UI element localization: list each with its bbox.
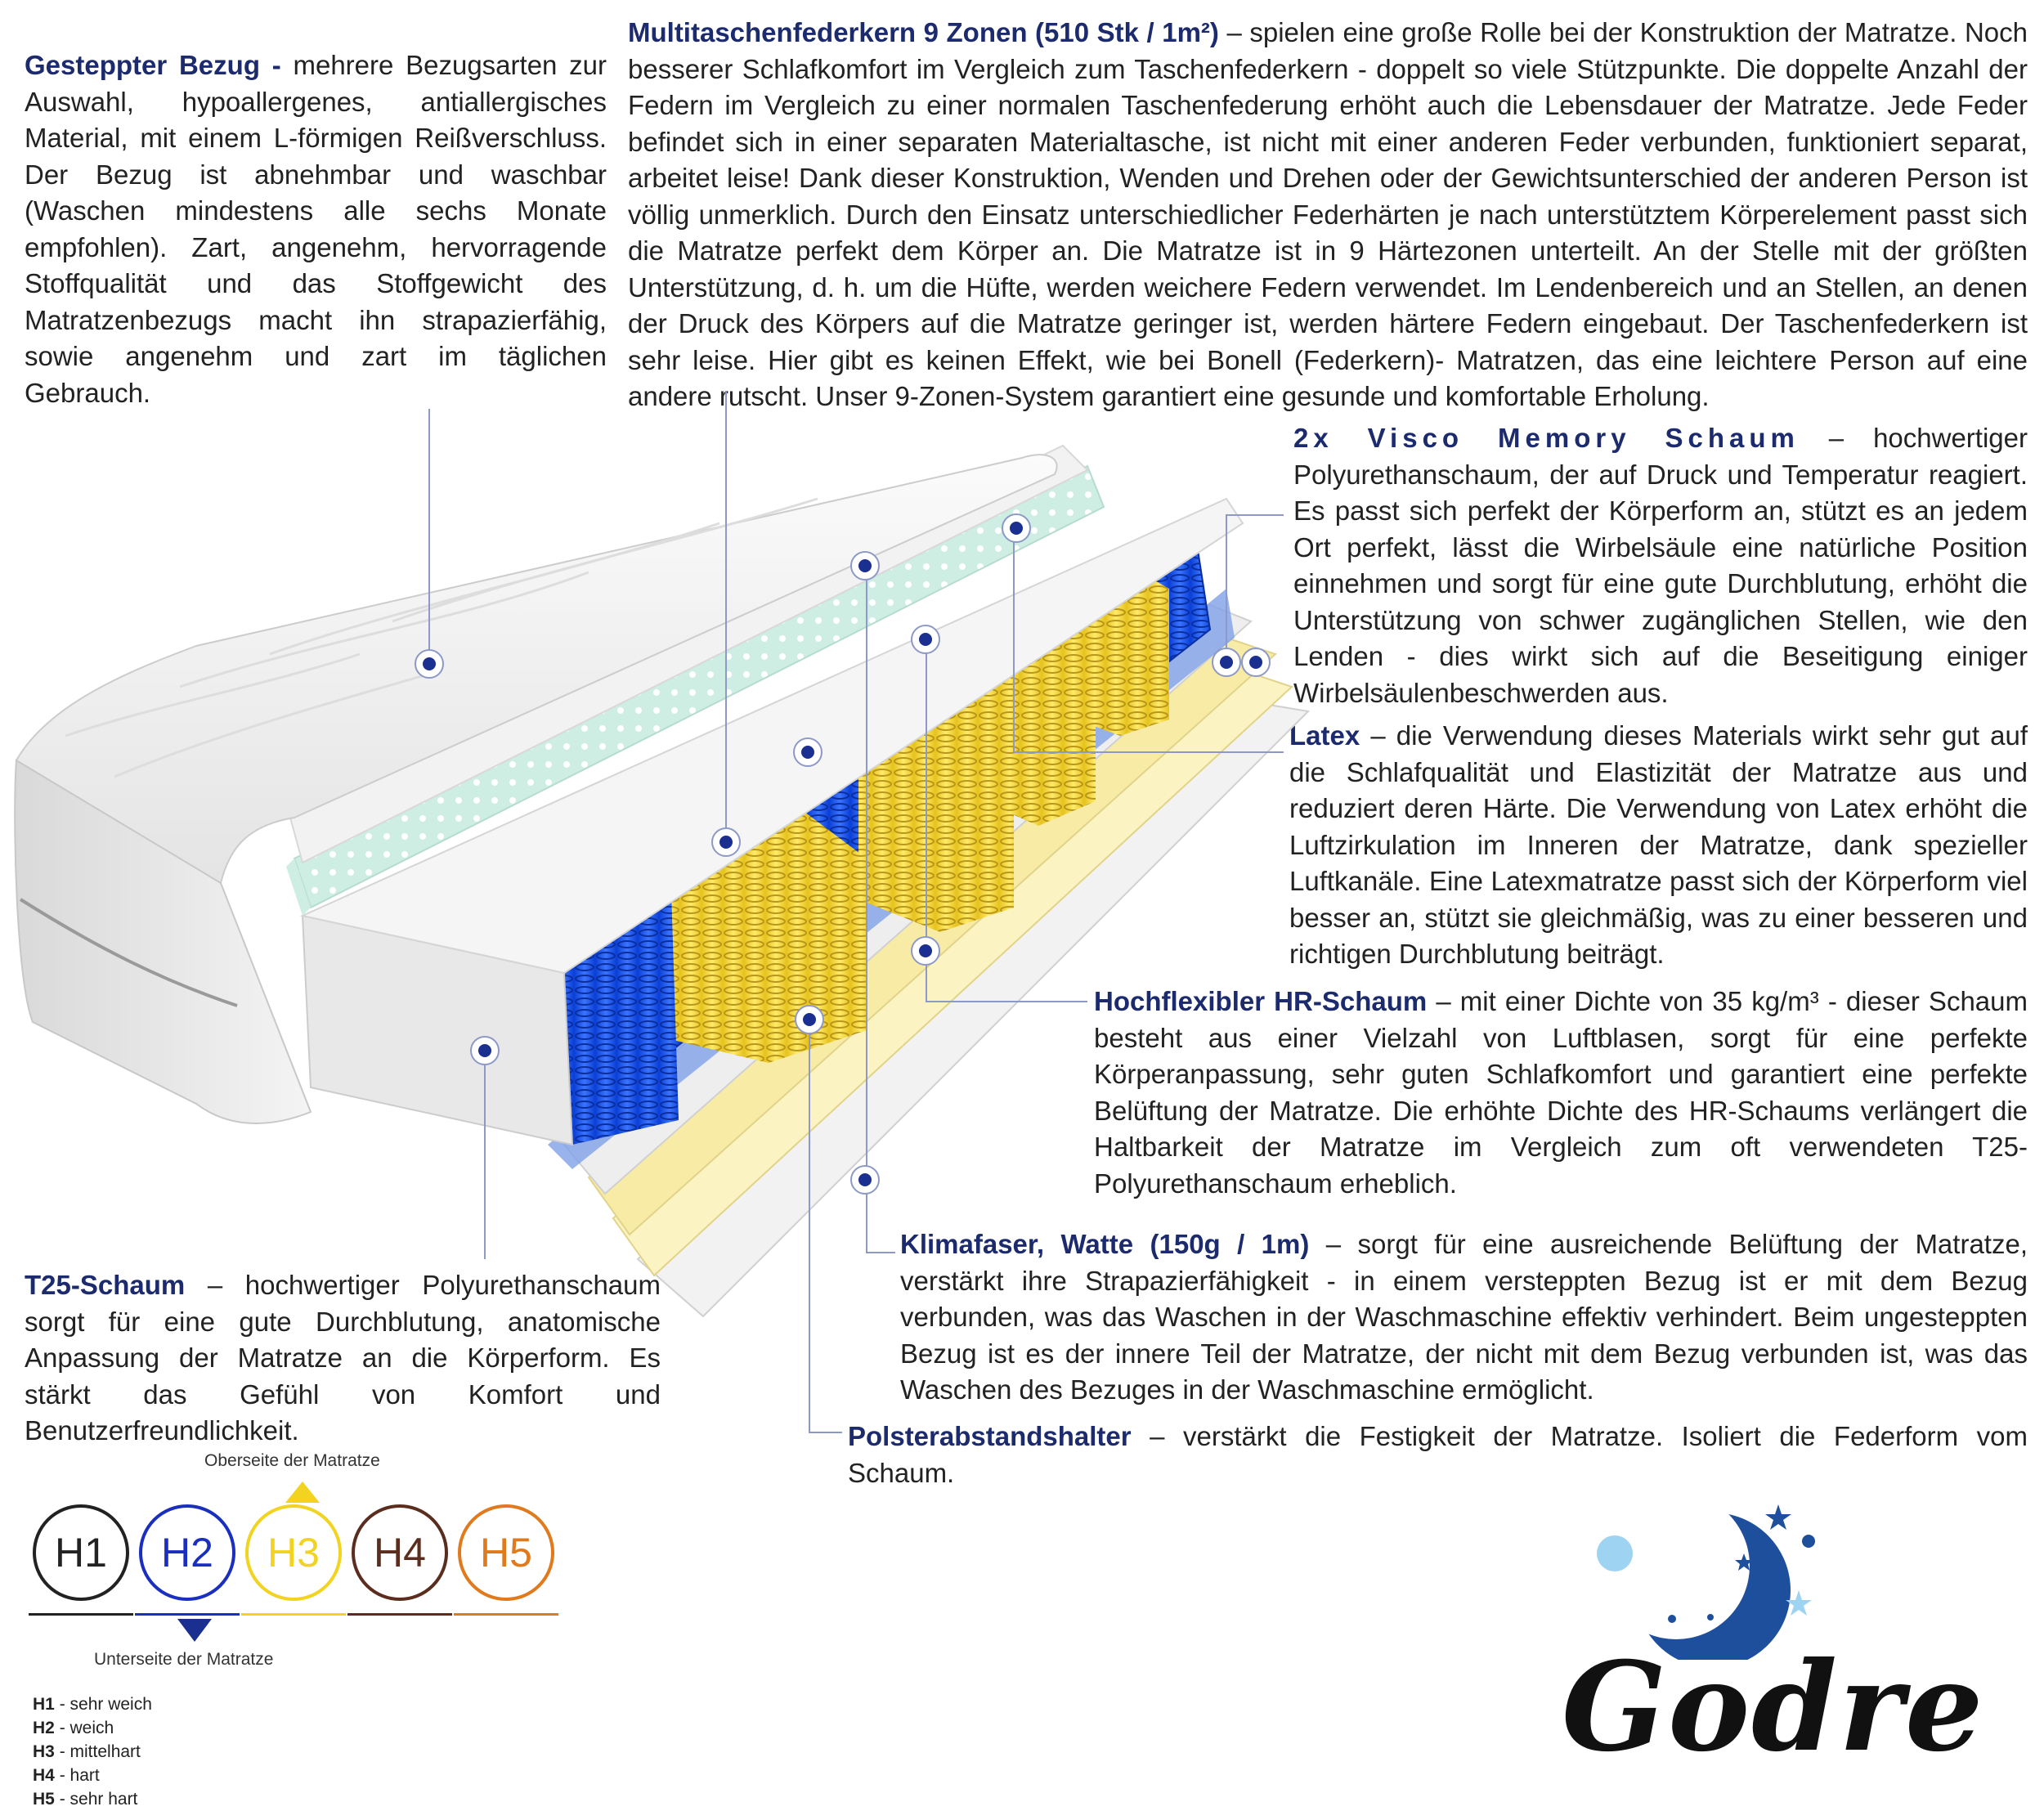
- hr-title: Hochflexibler HR-Schaum: [1094, 986, 1428, 1016]
- bottom-arrow-icon: [174, 1617, 215, 1643]
- brand-name: Godre: [1562, 1635, 1985, 1779]
- top-side-label: Oberseite der Matratze: [204, 1451, 380, 1470]
- legend-item: H5 - sehr hart: [33, 1790, 138, 1809]
- top-arrow-icon: [282, 1480, 323, 1504]
- legend-item: H4 - hart: [33, 1766, 100, 1785]
- polster-text: – verstärkt die Festigkeit der Matratze. Isoliert die Federform vom Schaum.: [848, 1421, 2028, 1488]
- legend-item: H2 - weich: [33, 1719, 114, 1737]
- hardness-circles: [25, 1504, 580, 1627]
- cover-title: Gesteppter Bezug -: [25, 50, 281, 80]
- klima-title: Klimafaser, Watte (150g / 1m): [900, 1229, 1310, 1259]
- springs-text: – spielen eine große Rolle bei der Konstruktion der Matratze. Noch besserer Schlafkomfort im Vergleich zum Taschenfederkern - doppelt so viele Stützpunkte. Die doppelte Anzahl der Federn im Vergleich zu einer normalen Taschenfederung erhöht auch die Lebensdauer der Matratze. Jede Feder befindet sich in einer separaten Materialtasche, ist nicht mit einer anderen Feder verbunden, funktioniert separat, arbeitet leise! Dank dieser Konstruktion, Wenden und Drehen oder der Gewichtsunterschied der anderen Person ist völlig unmerklich. Durch den Einsatz unterschiedlicher Federhärten je nach unterstütztem Körperelement passt sich die Matratze perfekt dem Körper an. Die Matratze ist in 9 Härtezonen unterteilt. An der Stelle mit der größten Unterstützung, d. h. um die Hüfte, werden weichere Federn verwendet. Im Lendenbereich und an Stellen, an denen der Druck des Körpers auf die Matratze geringer ist, werden härtere Federn eingebaut. Der Taschenfederkern ist sehr leise. Hier gibt es keinen Effekt, wie bei Bonell (Federkern)- Matratzen, das eine leichtere Person auf eine andere rutscht. Unser 9-Zonen-System garantiert eine gesunde und komfortable Erholung.: [628, 17, 2028, 411]
- latex-text: – die Verwendung dieses Materials wirkt sehr gut auf die Schlafqualität und Elastizität der Matratze aus und reduziert deren Härte. Die Verwendung von Latex erhöht die Luftzirkulation im Inneren der Matratze, dank spezieller Luftkanäle. Eine Latexmatratze passt sich der Körperform viel besser an, stützt sie gleichmäßig, was zu einer besseren und richtigen Durchblutung beiträgt.: [1289, 720, 2028, 969]
- visco-text: – hochwertiger Polyurethanschaum, der auf Druck und Temperatur reagiert. Es passt sich perfekt der Körperform an, stützt es an jedem Ort perfekt, lässt die Wirbelsäule eine natürliche Position einnehmen und sorgt für eine gute Durchblutung, erhöht die Unterstützung von schwer zugänglichen Stellen, wie den Lenden - dies wirkt sich auf die Beseitigung einiger Wirbelsäulenbeschwerden aus.: [1293, 423, 2028, 708]
- polster-title: Polsterabstandshalter: [848, 1421, 1132, 1451]
- hardness-circle-h5: H5: [458, 1504, 554, 1601]
- visco-title: 2x Visco Memory Schaum: [1293, 423, 1800, 453]
- klima-text: – sorgt für eine ausreichende Belüftung der Matratze, verstärkt ihre Strapazierfähigkeit - in einem versteppten Bezug ist er mit dem Bezug verbunden, was das Waschen in der Waschmaschine effektiv verhindert. Beim ungesteppten Bezug ist es der innere Teil der Matratze, der nicht mit dem Bezug verbunden ist, was das Waschen des Bezuges in der Waschmaschine ermöglicht.: [900, 1229, 2028, 1405]
- hardness-legend: [33, 1692, 152, 1811]
- legend-item: H1 - sehr weich: [33, 1695, 152, 1714]
- hardness-circle-h1: H1: [33, 1504, 129, 1601]
- hr-text: – mit einer Dichte von 35 kg/m³ - dieser Schaum besteht aus einer Vielzahl von Luftblasen, sorgt für eine perfekte Körperanpassung, sehr guten Schlafkomfort und garantiert eine perfekte Belüftung der Matratze. Die erhöhte Dichte des HR-Schaums verlängert die Haltbarkeit der Matratze im Vergleich zum oft verwendeten T25-Polyurethanschaum erheblich.: [1094, 986, 2028, 1199]
- t25-text: – hochwertiger Polyurethanschaum sorgt für eine gute Durchblutung, anatomische Anpassung der Matratze an die Körperform. Es stärkt das Gefühl von Komfort und Benutzerfreundlichkeit.: [25, 1270, 661, 1446]
- cover-text: mehrere Bezugsarten zur Auswahl, hypoallergenes, antiallergisches Material, mit einem L-förmigen Reißverschluss. Der Bezug ist abnehmbar und waschbar (Waschen mindestens alle sechs Monate empfohlen). Zart, angenehm, hervorragende Stoffqualität und das Stoffgewicht des Matratzenbezugs macht ihn strapazierfähig, sowie angenehm und zart im täglichen Gebrauch.: [25, 50, 607, 408]
- hardness-circle-h2: H2: [139, 1504, 235, 1601]
- t25-title: T25-Schaum: [25, 1270, 186, 1300]
- springs-title: Multitaschenfederkern 9 Zonen (510 Stk / 1m²): [628, 17, 1219, 47]
- hardness-circle-h4: H4: [352, 1504, 448, 1601]
- brand-logo: [1553, 1496, 1985, 1779]
- bottom-side-label: Unterseite der Matratze: [94, 1650, 274, 1669]
- legend-item: H3 - mittelhart: [33, 1742, 141, 1761]
- hardness-scale: [25, 1447, 580, 1807]
- latex-title: Latex: [1289, 720, 1360, 751]
- hardness-circle-h3: H3: [245, 1504, 342, 1601]
